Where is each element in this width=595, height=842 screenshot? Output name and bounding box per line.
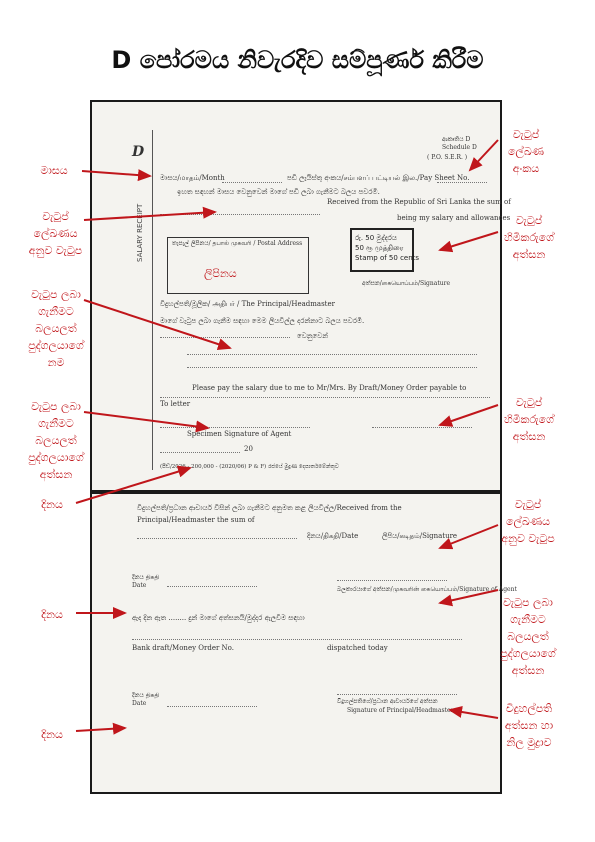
specimen-label: Specimen Signature of Agent <box>187 430 292 438</box>
bottom-date-small-1: දිනය திகதி Date <box>132 574 160 589</box>
stamp-text-2: 50 ரூ முத்திரை <box>355 244 404 252</box>
corner-code-1: ආකෘතිය D <box>442 136 471 143</box>
date-field-top[interactable] <box>160 452 240 453</box>
pay-line: Please pay the salary due to me to Mr/Mrs. By Draft/Money Order payable to <box>192 384 467 392</box>
annotation-principal-signature-seal: විදුහල්පති අත්සන හා නිල මුද්‍රාව <box>504 702 554 749</box>
annotation-month: මාසය <box>40 164 68 177</box>
corner-code-3: ( P.O. S.E.R. ) <box>427 154 468 161</box>
bottom-line-1: විදුහල්පති/ප්‍රධාන ආචාර්ය විසින් ලබා ගැනීමට අනුමත කළ ලියවිල්ල/Received from the <box>137 504 402 512</box>
month-field[interactable] <box>222 182 282 183</box>
bottom-line-2: Principal/Headmaster the sum of <box>137 516 255 524</box>
annotation-date-1: දිනය <box>41 498 63 511</box>
principal-label: විදුහල්පති/මූලික/ அதிபர் / The Principal/Headmaster <box>160 300 335 308</box>
annotation-teacher-signature-2: වැටුප් හිමිකරුගේ අත්සන <box>503 396 555 443</box>
bottom-date-field-2[interactable] <box>167 706 257 707</box>
signature-label-top: අත්සන/கையொப்பம்/Signature <box>362 280 451 287</box>
stamp-text-1: රු. 50 මුද්දරය <box>355 234 397 242</box>
bottom-date-label: දිනය/திகதி/Date <box>307 532 359 540</box>
pay-to-line <box>160 397 490 398</box>
principal-sig-1: විදුහල්පතිගේ/ප්‍රධාන ආචාර්යගේ අත්සන <box>337 698 438 705</box>
annotation-salary-per-sheet: වැටුප් ලේඛණය අනුව වැටුප <box>28 210 83 257</box>
postal-label: තැපැල් ලිපිනය/ தபால் முகவரி / Postal Address <box>172 240 303 247</box>
name-suffix: වෙනුවෙන් <box>297 332 328 340</box>
principal-sig-2: Signature of Principal/Headmaster <box>347 707 454 714</box>
text-line-1 <box>187 354 477 355</box>
letter-placeholder: ලිපිනය <box>204 267 237 280</box>
form-letter: D <box>132 144 145 160</box>
bottom-signature-label: ලිපිය/கடிதம்/Signature <box>382 532 458 540</box>
left-strip-divider <box>152 130 153 470</box>
annotation-authorized-person-signature: වැටුප ලබා ගැනීමට බලයලත් පුද්ගලයාගේ අත්සන <box>28 400 84 481</box>
bottom-amount-field[interactable] <box>137 538 297 539</box>
bottom-agent-signature-label: බලකාරයාගේ අත්සන/முகவரின் கையொப்பம்/Signature of Agent <box>337 586 517 593</box>
authorise-line: ඉහත සඳහන් මාසය වෙනුවෙන් මාගේ පඩි ලබා ගැනීමට බලය පවරමි. <box>177 188 380 196</box>
teacher-signature-field-top[interactable] <box>372 427 472 428</box>
bottom-dispatched: dispatched today <box>327 644 388 652</box>
principal-signature-field[interactable] <box>337 694 457 695</box>
date-year: 20 <box>244 445 253 453</box>
footer-line: (පීඩ්/2026 - 200,000 - (2020/06) P & F) රජයේ මුද්‍රණ දෙපාර්තමේන්තුව <box>160 464 339 470</box>
salary-line: being my salary and allowances <box>397 214 511 222</box>
agent-signature-field[interactable] <box>160 427 310 428</box>
received-line: Received from the Republic of Sri Lanka the sum of <box>327 198 511 206</box>
bottom-draft-line: Bank draft/Money Order No. <box>132 644 234 652</box>
form-d-top-section <box>90 100 511 492</box>
text-line-2 <box>187 367 477 368</box>
bottom-date-field-1[interactable] <box>167 586 257 587</box>
to-letter: To letter <box>160 400 191 408</box>
month-label: මාසය/மாதம்/Month <box>160 174 225 182</box>
salary-amount-field[interactable] <box>160 214 320 215</box>
bottom-text-line <box>132 639 462 640</box>
bottom-agent-signature-field[interactable] <box>337 580 447 581</box>
annotation-teacher-signature-1: වැටුප් හිමිකරුගේ අත්සන <box>503 214 555 261</box>
annotation-salary-per-sheet-2: වැටුප් ලේඛණය අනුව වැටුප <box>501 498 555 545</box>
stamp-text-3: Stamp of 50 cents <box>355 254 420 262</box>
annotation-date-2: දිනය <box>41 608 63 621</box>
authorized-person-name-field[interactable] <box>160 337 290 338</box>
page-title: D පෝරමය නිවැරදිව සම්පූර්ණ කිරීම <box>111 46 484 74</box>
annotation-authorized-person-signature-2: වැටුප ලබා ගැනීමට බලයලත් පුද්ගලයාගේ අත්සන <box>500 596 556 677</box>
annotation-date-3: දිනය <box>41 728 63 741</box>
vertical-label-salary: SALARY RECEIPT <box>136 203 144 262</box>
bottom-day-line: ඇද දින ඇත ........ දුන් මාගේ අත්සනයි/මුද්දර ඇලවීම සඳහා <box>132 614 305 622</box>
pay-sheet-field[interactable] <box>437 182 487 183</box>
annotation-pay-sheet-number: වැටුප් ලේඛණ අංකය <box>507 128 545 175</box>
bottom-date-small-2: දිනය திகதி Date <box>132 692 160 707</box>
pay-sheet-label: පඩි ලැයිස්තු අංකය/சம்பளப் பட்டியல் இல./Pay Sheet No. <box>287 174 470 182</box>
annotation-authorized-person-name: වැටුප ලබා ගැනීමට බලයලත් පුද්ගලයාගේ නම <box>28 288 84 369</box>
form-d-bottom-section <box>90 492 517 794</box>
receive-line: මාගේ වැටුප ලබා ගැනීම සඳහා මෙම ලියවිල්ල දරන්නාට බලය පවරමි. <box>160 317 365 325</box>
corner-code-2: Schedule D <box>442 144 477 151</box>
